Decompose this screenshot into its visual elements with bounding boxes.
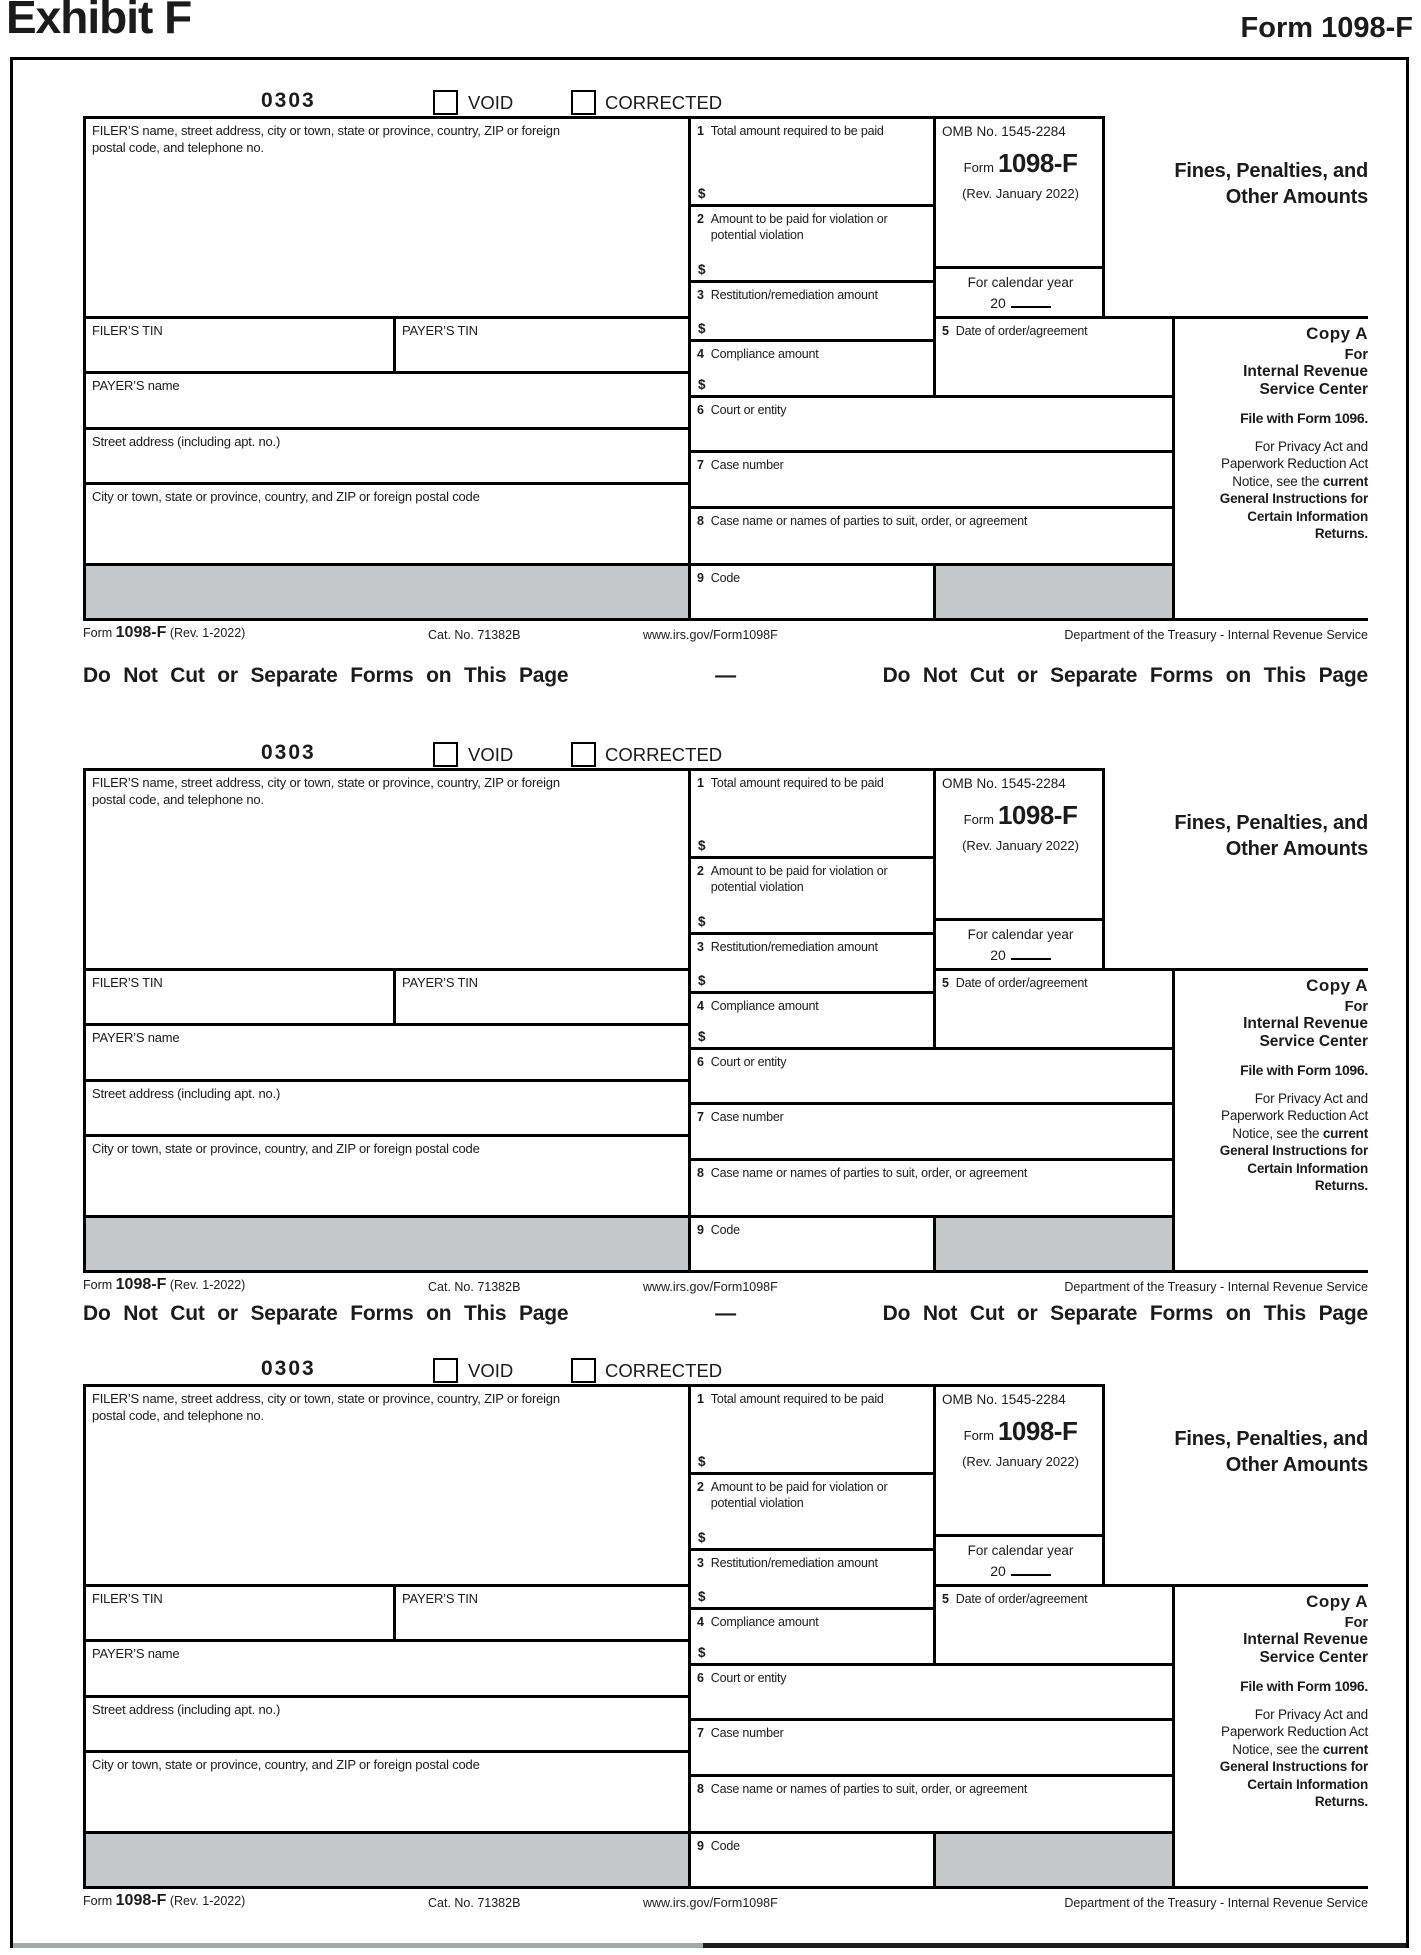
box8-label: Case name or names of parties to suit, order, or agreement: [710, 1782, 1028, 1796]
box9-label: Code: [710, 571, 740, 585]
do-not-cut-text: Do Not Cut or Separate Forms on This Page: [882, 664, 1368, 687]
payer-tin-label: PAYER’S TIN: [402, 323, 478, 338]
footer-form-word: Form: [83, 626, 113, 640]
payer-tin-cell[interactable]: [393, 316, 688, 371]
box1-label: Total amount required to be paid: [710, 1392, 884, 1406]
form-title-line2: Other Amounts: [1225, 186, 1368, 208]
form-code: 0303: [261, 89, 316, 112]
calendar-year-prefix: 20: [990, 947, 1006, 963]
payer-name-label: PAYER’S name: [92, 1646, 180, 1661]
box3-label: Restitution/remediation amount: [710, 288, 878, 302]
form-grid: [83, 116, 1368, 621]
footer-form-number: 1098-F: [115, 1276, 167, 1293]
box3-restitution-cell[interactable]: [688, 280, 933, 339]
omb-number: OMB No. 1545-2284: [942, 776, 1066, 791]
box7-case-number-cell[interactable]: [688, 1718, 1175, 1774]
grid-border-strip: [1172, 1584, 1175, 1889]
box1-total-amount-cell[interactable]: [688, 768, 933, 856]
void-label: VOID: [468, 92, 514, 113]
calendar-year-label: For calendar year: [967, 927, 1074, 942]
department-label: Department of the Treasury - Internal Revenue Service: [1064, 1896, 1368, 1910]
privacy-bold-text: current General Instructions for Certain Information Returns.: [1219, 1125, 1368, 1194]
form-code: 0303: [261, 1357, 316, 1380]
box4-compliance-cell[interactable]: [688, 1607, 933, 1663]
box2-number: 2: [697, 212, 704, 226]
street-address-cell[interactable]: [83, 1079, 688, 1134]
payer-name-label: PAYER’S name: [92, 378, 180, 393]
privacy-regular-text: For Privacy Act and Paperwork Reduction Act Notice, see the: [1221, 1090, 1368, 1141]
box7-number: 7: [697, 1110, 704, 1124]
do-not-cut-text: Do Not Cut or Separate Forms on This Page: [83, 1302, 569, 1325]
calendar-year-blank[interactable]: [1011, 293, 1051, 308]
form-footer: [83, 621, 1368, 647]
form-1098f-copy: [83, 740, 1368, 1299]
copy-a-block: [1178, 324, 1368, 543]
corrected-checkbox[interactable]: [571, 90, 596, 115]
box8-label: Case name or names of parties to suit, order, or agreement: [710, 514, 1028, 528]
form-grid: [83, 1384, 1368, 1889]
payer-tin-label: PAYER’S TIN: [402, 1591, 478, 1606]
grid-border-strip: [1102, 1384, 1105, 1584]
grid-border-strip: [1102, 116, 1105, 316]
payer-tin-cell[interactable]: [393, 1584, 688, 1639]
shaded-area-left: [83, 563, 688, 621]
box3-label: Restitution/remediation amount: [710, 1556, 878, 1570]
copy-for-label: For: [1344, 999, 1368, 1015]
privacy-act-note: [1178, 1090, 1368, 1195]
filer-tin-label: FILER’S TIN: [92, 1591, 163, 1606]
box3-restitution-cell[interactable]: [688, 932, 933, 991]
box7-label: Case number: [710, 458, 784, 472]
copy-recipient: Internal Revenue Service Center: [1243, 1631, 1368, 1667]
box1-dollar-sign: $: [698, 186, 706, 201]
box2-violation-amount-cell[interactable]: [688, 856, 933, 932]
omb-number: OMB No. 1545-2284: [942, 1392, 1066, 1407]
box3-number: 3: [697, 288, 704, 302]
privacy-regular-text: For Privacy Act and Paperwork Reduction Act Notice, see the: [1221, 1706, 1368, 1757]
box4-number: 4: [697, 347, 704, 361]
grid-border-strip: [1172, 968, 1175, 1273]
form-1098f-copy: [83, 1356, 1368, 1915]
calendar-year-cell[interactable]: [933, 1534, 1105, 1584]
calendar-year-prefix: 20: [990, 295, 1006, 311]
box7-number: 7: [697, 458, 704, 472]
box5-label: Date of order/agreement: [955, 324, 1088, 338]
box1-number: 1: [697, 776, 704, 790]
calendar-year-blank[interactable]: [1011, 1561, 1051, 1576]
form-revision: (Rev. January 2022): [962, 1454, 1079, 1469]
street-address-cell[interactable]: [83, 1695, 688, 1750]
box5-date-cell[interactable]: [933, 1584, 1175, 1663]
file-with-note: File with Form 1096.: [1240, 1061, 1368, 1078]
shaded-area-right: [933, 563, 1175, 621]
void-checkbox[interactable]: [433, 90, 458, 115]
box6-number: 6: [697, 1055, 704, 1069]
box9-label: Code: [710, 1839, 740, 1853]
privacy-act-note: [1178, 438, 1368, 543]
copy-a-label: Copy A: [1306, 324, 1368, 343]
corrected-checkbox[interactable]: [571, 742, 596, 767]
header-form-number: Form 1098-F: [1240, 12, 1413, 44]
do-not-cut-separator: [83, 664, 1368, 688]
box5-number: 5: [942, 324, 949, 338]
box8-number: 8: [697, 1166, 704, 1180]
footer-form-word: Form: [83, 1894, 113, 1908]
filer-info-cell[interactable]: [83, 768, 688, 968]
box6-court-cell[interactable]: [688, 1047, 1175, 1102]
exhibit-title: Exhibit F: [6, 0, 192, 43]
form-number: 1098-F: [997, 148, 1078, 178]
form-code-row: [83, 740, 1368, 768]
box1-number: 1: [697, 1392, 704, 1406]
box1-dollar-sign: $: [698, 1454, 706, 1469]
payer-name-cell[interactable]: [83, 1023, 688, 1079]
payer-name-label: PAYER’S name: [92, 1030, 180, 1045]
omb-cell: [933, 1384, 1105, 1534]
box7-label: Case number: [710, 1110, 784, 1124]
box2-label: Amount to be paid for violation or potential violation: [710, 864, 888, 895]
box6-label: Court or entity: [710, 403, 787, 417]
street-address-label: Street address (including apt. no.): [92, 434, 281, 449]
box8-case-name-cell[interactable]: [688, 1158, 1175, 1215]
form-footer: [83, 1273, 1368, 1299]
separator-dash: —: [715, 664, 736, 687]
void-checkbox[interactable]: [433, 742, 458, 767]
form-title: [1105, 1426, 1368, 1478]
form-code-row: [83, 1356, 1368, 1384]
box1-label: Total amount required to be paid: [710, 124, 884, 138]
footer-form-number: 1098-F: [115, 1892, 167, 1909]
city-state-zip-label: City or town, state or province, country, and ZIP or foreign postal code: [92, 1757, 480, 1772]
filer-info-cell[interactable]: [83, 1384, 688, 1584]
do-not-cut-text: Do Not Cut or Separate Forms on This Page: [882, 1302, 1368, 1325]
footer-form-id: [83, 1276, 245, 1294]
copy-a-block: [1178, 1592, 1368, 1811]
footer-form-id: [83, 1892, 245, 1910]
page-edge-right: [703, 1943, 1406, 1948]
box8-number: 8: [697, 1782, 704, 1796]
void-label: VOID: [468, 1360, 514, 1381]
file-with-note: File with Form 1096.: [1240, 1677, 1368, 1694]
corrected-label: CORRECTED: [605, 744, 723, 765]
box8-number: 8: [697, 514, 704, 528]
form-code-row: [83, 88, 1368, 116]
calendar-year-prefix: 20: [990, 1563, 1006, 1579]
form-revision: (Rev. January 2022): [962, 186, 1079, 201]
filer-info-label: FILER’S name, street address, city or town, state or province, country, ZIP or foreign postal code, and telephone no.: [92, 1391, 560, 1423]
box2-label: Amount to be paid for violation or potential violation: [710, 1480, 888, 1511]
catalog-number: Cat. No. 71382B: [428, 1280, 521, 1294]
shaded-area-right: [933, 1831, 1175, 1889]
box3-dollar-sign: $: [698, 1589, 706, 1604]
box7-case-number-cell[interactable]: [688, 1102, 1175, 1158]
box2-violation-amount-cell[interactable]: [688, 204, 933, 280]
box9-number: 9: [697, 1223, 704, 1237]
footer-form-id: [83, 624, 245, 642]
form-code: 0303: [261, 741, 316, 764]
box3-number: 3: [697, 1556, 704, 1570]
box3-label: Restitution/remediation amount: [710, 940, 878, 954]
catalog-number: Cat. No. 71382B: [428, 628, 521, 642]
footer-revision: (Rev. 1-2022): [169, 1894, 246, 1908]
department-label: Department of the Treasury - Internal Revenue Service: [1064, 628, 1368, 642]
city-state-zip-cell[interactable]: [83, 1750, 688, 1831]
box1-total-amount-cell[interactable]: [688, 116, 933, 204]
form-title: [1105, 810, 1368, 862]
filer-info-cell[interactable]: [83, 116, 688, 316]
box8-case-name-cell[interactable]: [688, 1774, 1175, 1831]
box3-restitution-cell[interactable]: [688, 1548, 933, 1607]
filer-info-label: FILER’S name, street address, city or town, state or province, country, ZIP or foreign postal code, and telephone no.: [92, 123, 560, 155]
calendar-year-blank[interactable]: [1011, 945, 1051, 960]
copy-recipient: Internal Revenue Service Center: [1243, 1015, 1368, 1051]
box9-label: Code: [710, 1223, 740, 1237]
city-state-zip-label: City or town, state or province, country, and ZIP or foreign postal code: [92, 1141, 480, 1156]
box3-dollar-sign: $: [698, 321, 706, 336]
form-word: Form: [963, 160, 994, 175]
box1-number: 1: [697, 124, 704, 138]
irs-url: www.irs.gov/Form1098F: [643, 1896, 778, 1910]
shaded-area-left: [83, 1215, 688, 1273]
footer-form-word: Form: [83, 1278, 113, 1292]
street-address-label: Street address (including apt. no.): [92, 1702, 281, 1717]
privacy-bold-text: current General Instructions for Certain Information Returns.: [1219, 473, 1368, 542]
grid-border-strip: [1175, 968, 1368, 971]
form-revision: (Rev. January 2022): [962, 838, 1079, 853]
calendar-year-label: For calendar year: [967, 1543, 1074, 1558]
street-address-label: Street address (including apt. no.): [92, 1086, 281, 1101]
box7-number: 7: [697, 1726, 704, 1740]
box4-number: 4: [697, 999, 704, 1013]
do-not-cut-text: Do Not Cut or Separate Forms on This Page: [83, 664, 569, 687]
payer-tin-label: PAYER’S TIN: [402, 975, 478, 990]
copy-for-label: For: [1344, 1615, 1368, 1631]
do-not-cut-separator: [83, 1302, 1368, 1326]
corrected-label: CORRECTED: [605, 92, 723, 113]
box7-case-number-cell[interactable]: [688, 450, 1175, 506]
box5-date-cell[interactable]: [933, 968, 1175, 1047]
copy-for-label: For: [1344, 347, 1368, 363]
form-1098f-copy: [83, 88, 1368, 647]
box6-court-cell[interactable]: [688, 395, 1175, 450]
calendar-year-label: For calendar year: [967, 275, 1074, 290]
box2-dollar-sign: $: [698, 914, 706, 929]
form-title-line1: Fines, Penalties, and: [1174, 160, 1368, 182]
catalog-number: Cat. No. 71382B: [428, 1896, 521, 1910]
box6-number: 6: [697, 1671, 704, 1685]
box2-label: Amount to be paid for violation or potential violation: [710, 212, 888, 243]
form-number: 1098-F: [997, 800, 1078, 830]
footer-revision: (Rev. 1-2022): [169, 1278, 246, 1292]
box6-court-cell[interactable]: [688, 1663, 1175, 1718]
box4-dollar-sign: $: [698, 1029, 706, 1044]
form-word: Form: [963, 812, 994, 827]
corrected-label: CORRECTED: [605, 1360, 723, 1381]
box4-dollar-sign: $: [698, 1645, 706, 1660]
omb-number: OMB No. 1545-2284: [942, 124, 1066, 139]
box4-dollar-sign: $: [698, 377, 706, 392]
void-checkbox[interactable]: [433, 1358, 458, 1383]
filer-tin-cell[interactable]: [83, 316, 393, 371]
box2-number: 2: [697, 864, 704, 878]
void-label: VOID: [468, 744, 514, 765]
form-title-line1: Fines, Penalties, and: [1174, 812, 1368, 834]
box8-label: Case name or names of parties to suit, order, or agreement: [710, 1166, 1028, 1180]
filer-info-label: FILER’S name, street address, city or town, state or province, country, ZIP or foreign postal code, and telephone no.: [92, 775, 560, 807]
box4-compliance-cell[interactable]: [688, 991, 933, 1047]
omb-cell: [933, 116, 1105, 266]
filer-tin-label: FILER’S TIN: [92, 975, 163, 990]
city-state-zip-label: City or town, state or province, country, and ZIP or foreign postal code: [92, 489, 480, 504]
shaded-area-left: [83, 1831, 688, 1889]
shaded-area-right: [933, 1215, 1175, 1273]
copy-a-label: Copy A: [1306, 1592, 1368, 1611]
filer-tin-cell[interactable]: [83, 968, 393, 1023]
page-edge-left: [13, 1943, 703, 1948]
box9-code-cell[interactable]: [688, 1215, 933, 1273]
payer-name-cell[interactable]: [83, 371, 688, 427]
box9-number: 9: [697, 1839, 704, 1853]
box7-label: Case number: [710, 1726, 784, 1740]
city-state-zip-cell[interactable]: [83, 1134, 688, 1215]
box5-number: 5: [942, 1592, 949, 1606]
privacy-bold-text: current General Instructions for Certain Information Returns.: [1219, 1741, 1368, 1810]
form-number: 1098-F: [997, 1416, 1078, 1446]
box3-number: 3: [697, 940, 704, 954]
irs-url: www.irs.gov/Form1098F: [643, 1280, 778, 1294]
form-title-line1: Fines, Penalties, and: [1174, 1428, 1368, 1450]
payer-tin-cell[interactable]: [393, 968, 688, 1023]
box6-number: 6: [697, 403, 704, 417]
form-grid: [83, 768, 1368, 1273]
separator-dash: —: [715, 1302, 736, 1325]
filer-tin-cell[interactable]: [83, 1584, 393, 1639]
calendar-year-cell[interactable]: [933, 266, 1105, 316]
box9-code-cell[interactable]: [688, 563, 933, 621]
box4-label: Compliance amount: [710, 347, 819, 361]
form-footer: [83, 1889, 1368, 1915]
box9-number: 9: [697, 571, 704, 585]
box5-date-cell[interactable]: [933, 316, 1175, 395]
box5-label: Date of order/agreement: [955, 1592, 1088, 1606]
department-label: Department of the Treasury - Internal Revenue Service: [1064, 1280, 1368, 1294]
box4-label: Compliance amount: [710, 999, 819, 1013]
box1-label: Total amount required to be paid: [710, 776, 884, 790]
box8-case-name-cell[interactable]: [688, 506, 1175, 563]
box2-dollar-sign: $: [698, 262, 706, 277]
form-title-line2: Other Amounts: [1225, 838, 1368, 860]
privacy-act-note: [1178, 1706, 1368, 1811]
copy-a-label: Copy A: [1306, 976, 1368, 995]
footer-revision: (Rev. 1-2022): [169, 626, 246, 640]
box9-code-cell[interactable]: [688, 1831, 933, 1889]
filer-tin-label: FILER’S TIN: [92, 323, 163, 338]
box2-dollar-sign: $: [698, 1530, 706, 1545]
box4-compliance-cell[interactable]: [688, 339, 933, 395]
box5-label: Date of order/agreement: [955, 976, 1088, 990]
form-title-line2: Other Amounts: [1225, 1454, 1368, 1476]
box4-label: Compliance amount: [710, 1615, 819, 1629]
box1-total-amount-cell[interactable]: [688, 1384, 933, 1472]
box4-number: 4: [697, 1615, 704, 1629]
form-title: [1105, 158, 1368, 210]
forms-sheet: [10, 57, 1409, 1948]
form-word: Form: [963, 1428, 994, 1443]
calendar-year-cell[interactable]: [933, 918, 1105, 968]
box2-violation-amount-cell[interactable]: [688, 1472, 933, 1548]
privacy-regular-text: For Privacy Act and Paperwork Reduction Act Notice, see the: [1221, 438, 1368, 489]
box6-label: Court or entity: [710, 1055, 787, 1069]
copy-recipient: Internal Revenue Service Center: [1243, 363, 1368, 399]
payer-name-cell[interactable]: [83, 1639, 688, 1695]
omb-cell: [933, 768, 1105, 918]
file-with-note: File with Form 1096.: [1240, 409, 1368, 426]
street-address-cell[interactable]: [83, 427, 688, 482]
city-state-zip-cell[interactable]: [83, 482, 688, 563]
box3-dollar-sign: $: [698, 973, 706, 988]
irs-url: www.irs.gov/Form1098F: [643, 628, 778, 642]
grid-border-strip: [1102, 768, 1105, 968]
grid-border-strip: [1172, 316, 1175, 621]
box6-label: Court or entity: [710, 1671, 787, 1685]
box1-dollar-sign: $: [698, 838, 706, 853]
box2-number: 2: [697, 1480, 704, 1494]
grid-border-strip: [1175, 316, 1368, 319]
grid-border-strip: [1175, 1584, 1368, 1587]
copy-a-block: [1178, 976, 1368, 1195]
corrected-checkbox[interactable]: [571, 1358, 596, 1383]
box5-number: 5: [942, 976, 949, 990]
footer-form-number: 1098-F: [115, 624, 167, 641]
